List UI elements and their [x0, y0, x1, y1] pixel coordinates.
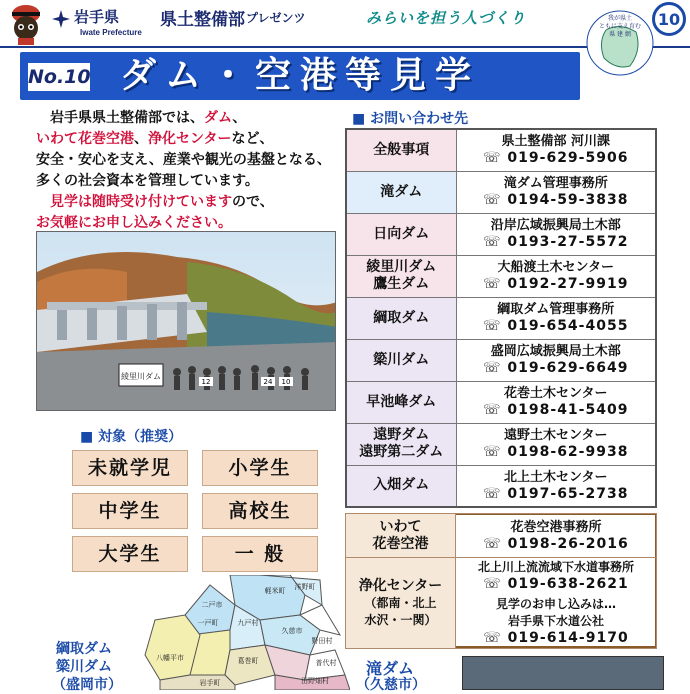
- intro-tail: など、: [231, 131, 274, 147]
- table-row: [346, 171, 656, 213]
- table-row: [346, 213, 656, 255]
- row-tel: ☏ 019-654-4055: [483, 318, 629, 334]
- photo-kid-sign-3: 10: [281, 378, 291, 386]
- town-kunohe: 九戸村: [237, 619, 259, 627]
- town-fudai: 普代村: [315, 659, 337, 667]
- row-label: 綱取ダム: [346, 297, 456, 339]
- intro-comma1: 、: [232, 110, 247, 126]
- row-org: 県土整備部 河川課: [501, 134, 611, 150]
- photo-kid-sign-1: 12: [201, 378, 211, 386]
- row-tel: ☏ 0193-27-5572: [483, 234, 629, 250]
- prefecture-emblem-icon: [50, 8, 72, 30]
- dam-photo: [36, 231, 336, 411]
- row-org: 沿岸広域振興局土木部: [490, 218, 621, 233]
- intro-notice-mid: ので、: [232, 194, 274, 210]
- town-ichinohe: 一戸町: [197, 619, 219, 627]
- row-label: 早池峰ダム: [346, 381, 456, 423]
- presents-text: プレゼンツ: [246, 11, 306, 25]
- row-tel: ☏ 0197-65-2738: [483, 485, 629, 502]
- row-label: 入畑ダム: [346, 465, 456, 507]
- photo-kid-sign-2: 24: [263, 378, 273, 386]
- table-row: [346, 514, 657, 558]
- badge-line-3: 県 建 網: [609, 31, 631, 38]
- airport-org: 花巻空港事務所: [510, 519, 602, 535]
- intro-comma2: 、: [134, 131, 148, 147]
- page-number: 10: [652, 2, 686, 36]
- town-kuji: 久慈市: [281, 627, 303, 635]
- row-tel: ☏ 019-629-6649: [483, 360, 629, 376]
- town-tanohata: 田野畑村: [301, 677, 329, 685]
- table-row: [346, 423, 656, 465]
- purify-sub: （都南・北上 水沢・一関）: [364, 595, 437, 627]
- contact-heading: ■ お問い合わせ先: [352, 111, 469, 127]
- row-org: 綱取ダム管理事務所: [497, 302, 615, 317]
- row-org: 大船渡土木センター: [497, 260, 614, 275]
- row-tel: ☏ 0198-62-9938: [483, 444, 629, 460]
- mascot-icon: [6, 2, 46, 46]
- airport-tel: ☏ 0198-26-2016: [483, 535, 629, 552]
- page-title: ダム・空港等見学: [120, 55, 481, 96]
- bottom-photo-thumbnail: [462, 656, 664, 690]
- intro-notice2: お気軽にお申し込みください。: [36, 215, 232, 231]
- table-row: [346, 339, 656, 381]
- target-elementary: 小学生: [202, 450, 318, 486]
- intro-purify: 浄化センター: [148, 131, 232, 147]
- contact-table: [345, 128, 657, 508]
- row-label: 綾里川ダム 鷹生ダム: [346, 255, 456, 297]
- photo-sign-text: 綾里川ダム: [121, 372, 161, 381]
- map-label-yanagawa: 簗川ダム: [56, 659, 112, 675]
- town-karumai: 軽米町: [264, 587, 286, 595]
- target-preschool: 未就学児: [72, 450, 188, 486]
- purify-org2: 岩手県下水道公社: [507, 614, 604, 628]
- row-label: 滝ダム: [346, 171, 456, 213]
- table-row: [346, 297, 656, 339]
- purify-org: 北上川上流流域下水道事務所: [477, 560, 634, 574]
- row-label: 全般事項: [346, 129, 456, 171]
- map-label-tsunatori: 綱取ダム: [56, 641, 112, 657]
- row-label: 遠野ダム 遠野第二ダム: [346, 423, 456, 465]
- intro-notice1: 見学は随時受け付けています: [50, 194, 232, 210]
- purify-note: 見学のお申し込みは…: [495, 597, 616, 611]
- table-row: [346, 129, 656, 171]
- row-tel: ☏ 0194-59-3838: [483, 192, 629, 208]
- badge-line-2: ともに支え育む: [598, 23, 642, 30]
- map-label-taki-dam: 滝ダム: [366, 659, 415, 678]
- issue-number: No.10: [26, 61, 92, 93]
- table-row: [346, 381, 656, 423]
- prefecture-name-en: Iwate Prefecture: [80, 28, 142, 37]
- table-row: [346, 558, 657, 649]
- map-label-morioka: （盛岡市）: [52, 677, 122, 693]
- purify-label: 浄化センター: [358, 577, 443, 594]
- prefecture-map-badge: [586, 10, 654, 76]
- row-org: 遠野土木センター: [504, 428, 608, 443]
- target-junior-high: 中学生: [72, 493, 188, 529]
- row-label: 簗川ダム: [346, 339, 456, 381]
- prefecture-name: 岩手県: [74, 8, 120, 26]
- intro-dam: ダム: [204, 110, 233, 126]
- purify-tel2: ☏ 019-614-9170: [483, 630, 629, 646]
- tagline: みらいを担う人づくり: [366, 9, 527, 27]
- airport-label: いわて 花巻空港: [346, 514, 456, 558]
- town-hachimantai: 八幡平市: [156, 654, 184, 662]
- badge-line-1: 我が県土: [607, 15, 633, 22]
- town-noda: 野田村: [311, 637, 333, 645]
- town-hirono: 洋野町: [294, 583, 316, 591]
- town-iwate: 岩手町: [199, 679, 221, 687]
- intro-line1: 岩手県県土整備部では、: [50, 110, 204, 126]
- row-org: 盛岡広域振興局土木部: [490, 344, 621, 359]
- target-university: 大学生: [72, 536, 188, 572]
- row-label: 日向ダム: [346, 213, 456, 255]
- department-name: 県土整備部: [160, 10, 245, 30]
- airport-purify-table: [345, 513, 657, 649]
- town-kuzumaki: 葛巻町: [237, 657, 259, 665]
- target-general: 一 般: [202, 536, 318, 572]
- table-row: [346, 465, 656, 507]
- row-org: 滝ダム管理事務所: [503, 176, 608, 191]
- target-high-school: 高校生: [202, 493, 318, 529]
- intro-text: [36, 108, 336, 234]
- row-org: 北上土木センター: [504, 469, 608, 485]
- intro-body: 安全・安心を支え、産業や観光の基盤となる、多くの社会資本を管理しています。: [36, 152, 331, 189]
- purify-tel: ☏ 019-638-2621: [483, 576, 629, 592]
- target-heading: ■ 対象（推奨）: [80, 429, 183, 445]
- intro-airport: いわて花巻空港: [36, 131, 134, 147]
- map-label-kuji: （久慈市）: [356, 677, 426, 693]
- row-org: 花巻土木センター: [504, 386, 608, 401]
- row-tel: ☏ 019-629-5906: [483, 150, 629, 167]
- town-ninohe: 二戸市: [201, 601, 223, 609]
- row-tel: ☏ 0198-41-5409: [483, 402, 629, 418]
- row-tel: ☏ 0192-27-9919: [483, 276, 629, 292]
- table-row: [346, 255, 656, 297]
